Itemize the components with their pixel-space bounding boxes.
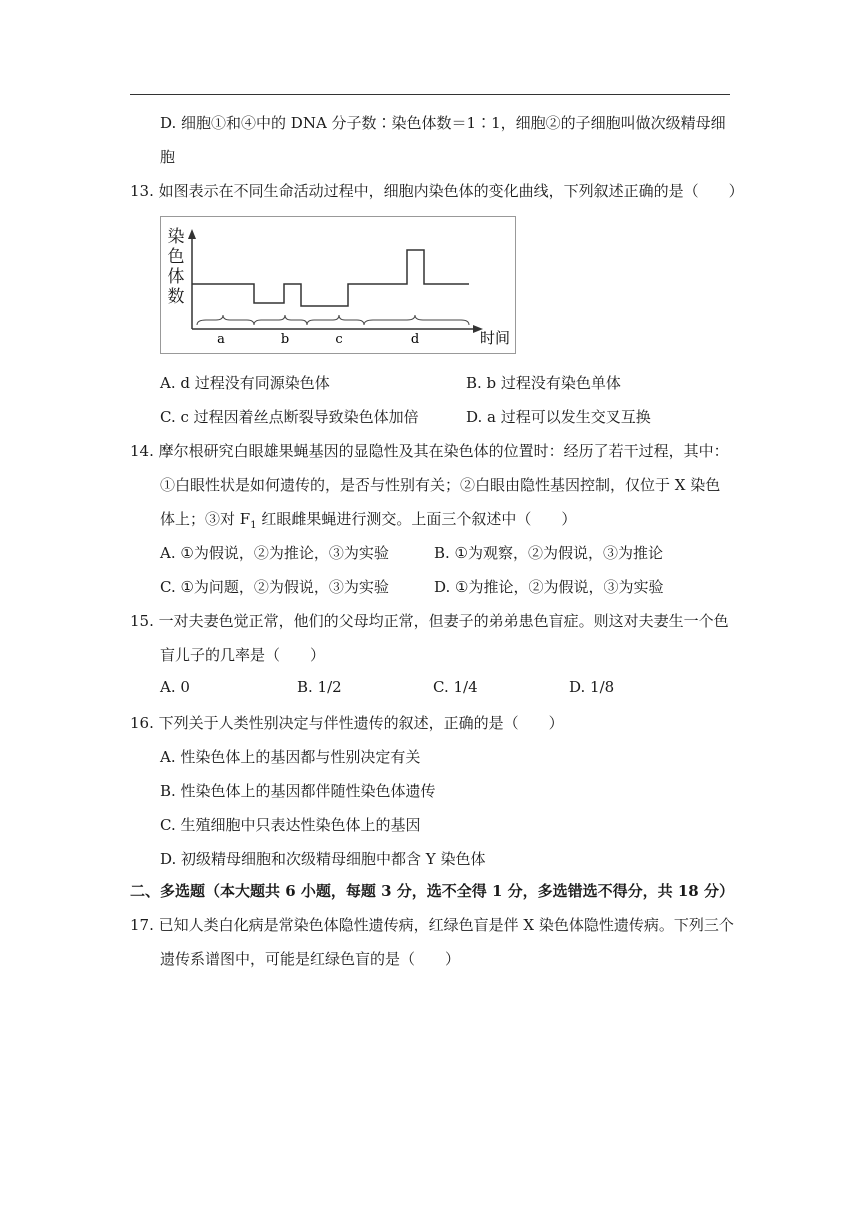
segment-label-d: d [410,332,420,347]
q15-stem-line2: 盲儿子的几率是（ ） [160,646,326,664]
chromosome-curve [192,250,469,306]
q14-stem-line1: 14. 摩尔根研究白眼雄果蝇基因的显隐性及其在染色体的位置时：经历了若干过程，其中： [130,442,729,460]
section-heading-multiple-choice: 二、多选题（本大题共 6 小题，每题 3 分，选不全得 1 分，多选错选不得分，共 18 分） [130,882,734,900]
q13-option-c: C. c 过程因着丝点断裂导致染色体加倍 [160,408,419,426]
segment-label-b: b [280,332,290,347]
q15-option-c: C. 1/4 [433,678,478,696]
ylabel-char: 色 [167,247,185,267]
q17-stem-line2: 遗传系谱图中，可能是红绿色盲的是（ ） [160,950,461,968]
q12-option-d-line1: D. 细胞①和④中的 DNA 分子数∶染色体数＝1∶1，细胞②的子细胞叫做次级精母细 [160,114,726,132]
ylabel-char: 染 [167,227,185,247]
curve-svg [161,217,515,353]
q15-option-d: D. 1/8 [569,678,615,696]
q13-option-d: D. a 过程可以发生交叉互换 [466,408,651,426]
ylabel-char: 数 [167,287,185,307]
x-axis-label: 时间 [479,329,511,347]
q15-option-b: B. 1/2 [297,678,342,696]
q13-option-b: B. b 过程没有染色单体 [466,374,621,392]
q17-stem-line1: 17. 已知人类白化病是常染色体隐性遗传病，红绿色盲是伴 X 染色体隐性遗传病。下列三个 [130,916,734,934]
q16-option-a: A. 性染色体上的基因都与性别决定有关 [160,748,421,766]
q13-option-a: A. d 过程没有同源染色体 [160,374,330,392]
brace-c [307,315,364,325]
q14-option-c: C. ①为问题，②为假说，③为实验 [160,578,389,596]
q12-option-d-line2: 胞 [160,148,176,166]
q15-option-a: A. 0 [160,678,190,696]
q14-stem-line3-post: 红眼雌果蝇进行测交。上面三个叙述中（ ） [256,510,577,528]
q14-option-b: B. ①为观察，②为假说，③为推论 [434,544,664,562]
q14-option-d: D. ①为推论，②为假说，③为实验 [434,578,664,596]
ylabel-char: 体 [167,267,185,287]
y-axis-arrow [188,229,196,239]
q14-stem-line3-pre: 体上；③对 F [160,510,251,528]
q13-stem: 13. 如图表示在不同生命活动过程中，细胞内染色体的变化曲线，下列叙述正确的是（ ） [130,182,744,200]
q16-option-b: B. 性染色体上的基因都伴随性染色体遗传 [160,782,436,800]
q15-stem-line1: 15. 一对夫妻色觉正常，他们的父母均正常，但妻子的弟弟患色盲症。则这对夫妻生一个色 [130,612,729,630]
q14-option-a: A. ①为假说，②为推论，③为实验 [160,544,389,562]
q16-stem: 16. 下列关于人类性别决定与伴性遗传的叙述，正确的是（ ） [130,714,564,732]
header-rule [130,94,730,95]
segment-label-c: c [335,332,343,347]
q14-stem-line2: ①白眼性状是如何遗传的，是否与性别有关；②白眼由隐性基因控制，仅位于 X 染色 [160,476,721,494]
chromosome-curve-figure [160,216,516,354]
q16-option-d: D. 初级精母细胞和次级精母细胞中都含 Y 染色体 [160,850,486,868]
brace-d [364,315,469,325]
brace-a [197,315,254,325]
q14-subscript: 1 [250,520,257,531]
q16-option-c: C. 生殖细胞中只表达性染色体上的基因 [160,816,421,834]
brace-b [254,315,307,325]
segment-label-a: a [217,332,225,347]
q14-stem-line3 [160,508,576,531]
